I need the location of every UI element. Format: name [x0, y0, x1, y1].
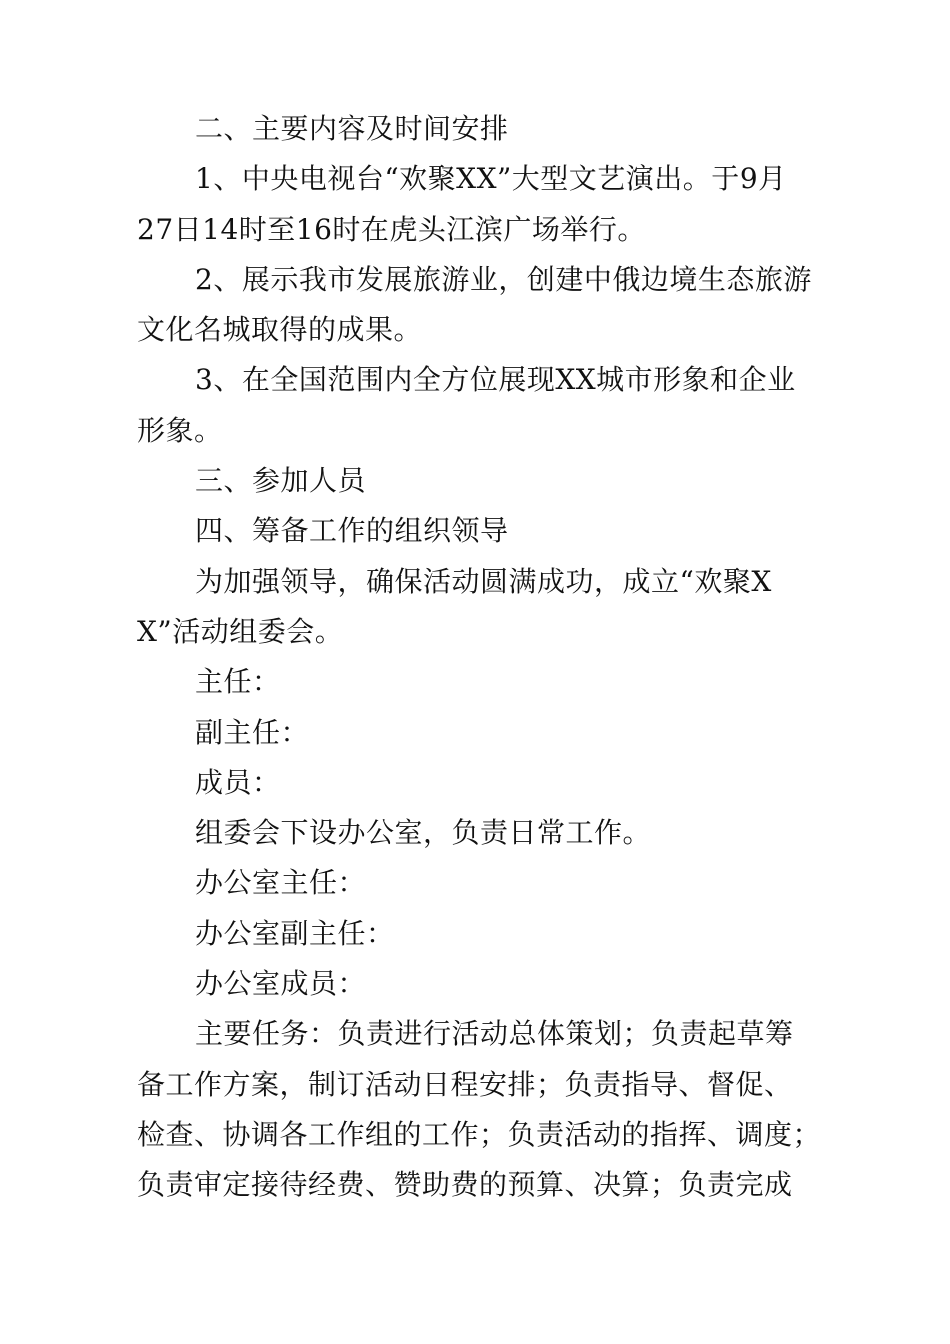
- paragraph-line: 负责审定接待经费、赞助费的预算、决算；负责完成: [137, 1168, 793, 1202]
- paragraph-line: X”活动组委会。: [137, 614, 344, 648]
- role-label-office-members: 办公室成员：: [195, 967, 367, 1001]
- section-heading-4: 四、筹备工作的组织领导: [195, 514, 509, 548]
- paragraph-line: 组委会下设办公室，负责日常工作。: [195, 816, 652, 850]
- section-heading-3: 三、参加人员: [195, 464, 367, 498]
- paragraph-line: 主要任务：负责进行活动总体策划；负责起草筹: [195, 1017, 794, 1051]
- paragraph-line: 检查、协调各工作组的工作；负责活动的指挥、调度；: [137, 1117, 822, 1151]
- paragraph-line: 3、在全国范围内全方位展现XX城市形象和企业: [195, 363, 796, 397]
- paragraph-line: 为加强领导，确保活动圆满成功，成立“欢聚X: [195, 564, 772, 598]
- paragraph-line: 27日14时至16时在虎头江滨广场举行。: [137, 212, 646, 246]
- role-label-members: 成员：: [195, 765, 281, 799]
- role-label-deputy-director: 副主任：: [195, 715, 310, 749]
- paragraph-line: 形象。: [137, 413, 223, 447]
- section-heading-2: 二、主要内容及时间安排: [195, 112, 509, 145]
- role-label-office-director: 办公室主任：: [195, 866, 367, 900]
- paragraph-line: 1、中央电视台“欢聚XX”大型文艺演出。于9月: [195, 162, 787, 196]
- document-body: [137, 104, 822, 1211]
- role-label-director: 主任：: [195, 665, 281, 699]
- role-label-office-deputy-director: 办公室副主任：: [195, 916, 395, 950]
- paragraph-line: 备工作方案，制订活动日程安排；负责指导、督促、: [137, 1067, 793, 1101]
- paragraph-line: 2、展示我市发展旅游业，创建中俄边境生态旅游: [195, 262, 812, 296]
- paragraph-line: 文化名城取得的成果。: [137, 313, 423, 347]
